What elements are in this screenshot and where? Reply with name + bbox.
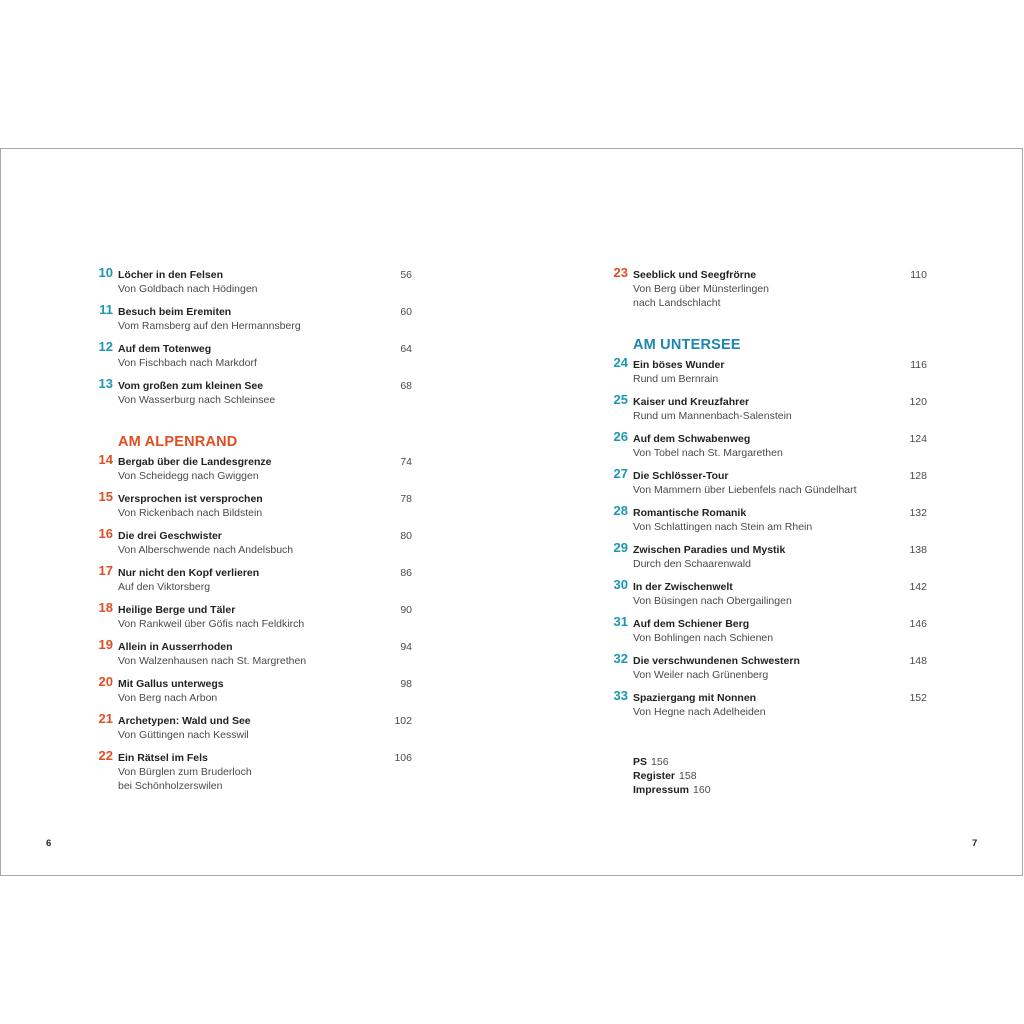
toc-group-untersee <box>607 355 927 719</box>
tour-number: 26 <box>613 429 628 444</box>
tour-route: Von Walzenhausen nach St. Margrethen <box>118 655 307 667</box>
page-ref: 68 <box>400 380 412 392</box>
page-ref: 132 <box>909 507 927 519</box>
toc-entry <box>92 376 412 407</box>
toc-entry <box>607 688 927 719</box>
tour-title: Archetypen: Wald und See <box>118 715 251 727</box>
tour-number: 33 <box>613 688 628 703</box>
page-ref: 116 <box>910 359 927 371</box>
tour-number: 21 <box>98 711 113 726</box>
section-title-am-alpenrand: AM ALPENRAND <box>118 434 238 450</box>
tour-title: Auf dem Schiener Berg <box>633 618 750 630</box>
tour-number: 20 <box>98 674 113 689</box>
tour-title: Heilige Berge und Täler <box>118 604 236 616</box>
toc-extra-ps: PS 156 <box>633 756 669 768</box>
tour-route: Von Güttingen nach Kesswil <box>118 729 249 741</box>
tour-number: 18 <box>98 600 113 615</box>
tour-number: 31 <box>613 614 628 629</box>
page-ref: 98 <box>400 678 412 690</box>
toc-entry <box>92 637 412 668</box>
page-number-right: 7 <box>972 838 978 849</box>
tour-title: Ein böses Wunder <box>633 359 725 371</box>
tour-route: Von Wasserburg nach Schleinsee <box>118 394 276 406</box>
tour-number: 14 <box>98 452 113 467</box>
toc-extra-register: Register 158 <box>633 770 697 782</box>
tour-route: Von Tobel nach St. Margarethen <box>633 447 783 459</box>
tour-number: 22 <box>98 748 113 763</box>
page-number-left: 6 <box>46 838 52 849</box>
tour-title: Mit Gallus unterwegs <box>118 678 224 690</box>
tour-title: In der Zwischenwelt <box>633 581 733 593</box>
page-ref: 146 <box>909 618 927 630</box>
toc-entry <box>92 302 412 333</box>
toc-entry <box>607 614 927 645</box>
page-ref: 74 <box>400 456 412 468</box>
toc-group-alpenrand <box>92 452 412 793</box>
tour-number: 13 <box>98 376 113 391</box>
page-ref: 80 <box>400 530 412 542</box>
tour-route: Von Büsingen nach Obergailingen <box>633 595 792 607</box>
tour-title: Auf dem Schwabenweg <box>633 433 751 445</box>
toc-entry <box>92 489 412 520</box>
page-ref: 124 <box>909 433 927 445</box>
tour-title: Die Schlösser-Tour <box>633 470 729 482</box>
tour-route: Von Rickenbach nach Bildstein <box>118 507 263 519</box>
tour-title: Nur nicht den Kopf verlieren <box>118 567 260 579</box>
tour-route: bei Schönholzerswilen <box>118 780 223 792</box>
tour-title: Ein Rätsel im Fels <box>118 752 208 764</box>
toc-entry <box>92 265 412 296</box>
toc-entry <box>92 674 412 705</box>
toc-entry <box>607 355 927 386</box>
tour-route: Von Bohlingen nach Schienen <box>633 632 774 644</box>
tour-title: Die drei Geschwister <box>118 530 222 542</box>
tour-title: Zwischen Paradies und Mystik <box>633 544 786 556</box>
toc-left-column <box>92 265 412 802</box>
tour-route: Von Bürglen zum Bruderloch <box>118 766 252 778</box>
toc-entry <box>607 651 927 682</box>
toc-entry <box>607 392 927 423</box>
tour-route: Vom Ramsberg auf den Hermannsberg <box>118 320 301 332</box>
tour-number: 12 <box>98 339 113 354</box>
toc-entry <box>92 563 412 594</box>
tour-number: 29 <box>613 540 628 555</box>
toc-entry <box>607 466 927 497</box>
tour-number: 27 <box>613 466 628 481</box>
toc-entry <box>92 339 412 370</box>
tour-number: 30 <box>613 577 628 592</box>
tour-route: Auf den Viktorsberg <box>118 581 211 593</box>
page-ref: 110 <box>910 269 927 281</box>
toc-entry <box>92 600 412 631</box>
tour-title: Vom großen zum kleinen See <box>118 380 264 392</box>
toc-entry <box>607 265 927 310</box>
page-ref: 64 <box>400 343 412 355</box>
page-ref: 128 <box>909 470 927 482</box>
toc-entry <box>607 577 927 608</box>
page-ref: 90 <box>400 604 412 616</box>
tour-title: Versprochen ist versprochen <box>118 493 263 505</box>
tour-number: 15 <box>98 489 113 504</box>
tour-route: Von Alberschwende nach Andelsbuch <box>118 544 294 556</box>
tour-title: Bergab über die Landesgrenze <box>118 456 272 468</box>
tour-route: Von Fischbach nach Markdorf <box>118 357 257 369</box>
tour-number: 28 <box>613 503 628 518</box>
tour-number: 32 <box>613 651 628 666</box>
toc-entry <box>607 540 927 571</box>
tour-route: Rund um Bernrain <box>633 373 719 385</box>
toc-entry <box>92 526 412 557</box>
toc-extras <box>607 755 927 797</box>
page-ref: 86 <box>400 567 412 579</box>
tour-number: 24 <box>613 355 628 370</box>
page-ref: 106 <box>394 752 412 764</box>
tour-title: Besuch beim Eremiten <box>118 306 232 318</box>
toc-group-lake-continued <box>607 265 927 310</box>
toc-entry <box>92 452 412 483</box>
tour-route: Von Mammern über Liebenfels nach Gündelhart <box>633 484 857 496</box>
page-ref: 138 <box>909 544 927 556</box>
tour-title: Allein in Ausserrhoden <box>118 641 233 653</box>
tour-route: Von Berg über Münsterlingen <box>633 283 770 295</box>
page-ref: 152 <box>909 692 927 704</box>
page-ref: 78 <box>400 493 412 505</box>
toc-group-lake <box>92 265 412 407</box>
tour-route: Von Rankweil über Göfis nach Feldkirch <box>118 618 305 630</box>
page-ref: 148 <box>909 655 927 667</box>
tour-route: Von Scheidegg nach Gwiggen <box>118 470 259 482</box>
page-ref: 94 <box>400 641 412 653</box>
tour-title: Romantische Romanik <box>633 507 747 519</box>
page-ref: 60 <box>400 306 412 318</box>
section-title-am-untersee: AM UNTERSEE <box>633 337 741 353</box>
tour-route: Rund um Mannenbach-Salenstein <box>633 410 792 422</box>
toc-entry <box>92 748 412 793</box>
toc-right-column <box>607 265 927 797</box>
toc-entry <box>92 711 412 742</box>
tour-title: Die verschwundenen Schwestern <box>633 655 800 667</box>
tour-number: 16 <box>98 526 113 541</box>
page-ref: 142 <box>909 581 927 593</box>
tour-route: Von Berg nach Arbon <box>118 692 218 704</box>
page-ref: 120 <box>909 396 927 408</box>
tour-title: Löcher in den Felsen <box>118 269 224 281</box>
toc-entry <box>607 503 927 534</box>
tour-route: Durch den Schaarenwald <box>633 558 751 570</box>
tour-route: Von Hegne nach Adelheiden <box>633 706 766 718</box>
toc-entry <box>607 429 927 460</box>
tour-number: 17 <box>98 563 113 578</box>
tour-title: Spaziergang mit Nonnen <box>633 692 757 704</box>
toc-extra-impressum: Impressum 160 <box>633 784 711 796</box>
page-ref: 102 <box>394 715 412 727</box>
tour-title: Seeblick und Seegfrörne <box>633 269 757 281</box>
page-ref: 56 <box>400 269 412 281</box>
tour-number: 19 <box>98 637 113 652</box>
tour-route: nach Landschlacht <box>633 297 721 309</box>
tour-number: 25 <box>613 392 628 407</box>
tour-route: Von Weiler nach Grünenberg <box>633 669 769 681</box>
tour-number: 10 <box>98 265 113 280</box>
tour-number: 23 <box>613 265 628 280</box>
tour-route: Von Schlattingen nach Stein am Rhein <box>633 521 813 533</box>
tour-title: Auf dem Totenweg <box>118 343 212 355</box>
tour-number: 11 <box>99 302 113 317</box>
tour-route: Von Goldbach nach Hödingen <box>118 283 258 295</box>
tour-title: Kaiser und Kreuzfahrer <box>633 396 750 408</box>
